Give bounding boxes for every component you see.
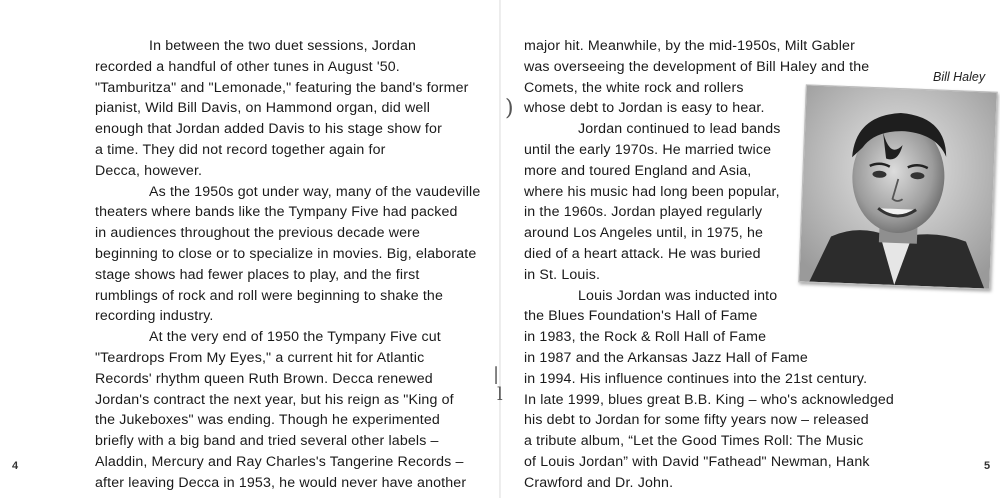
- text-line: the Blues Foundation's Hall of Fame: [524, 308, 758, 325]
- text-line: died of a heart attack. He was buried: [524, 245, 761, 262]
- margin-pen-mark: l: [497, 384, 503, 405]
- text-line: rumblings of rock and roll were beginning to shake the: [95, 287, 444, 304]
- text-line: stage shows had fewer places to play, and the first: [95, 266, 420, 283]
- text-line: Jordan continued to lead bands: [578, 121, 781, 138]
- text-line: As the 1950s got under way, many of the vaudeville: [149, 183, 481, 200]
- text-line: in 1983, the Rock & Roll Hall of Fame: [524, 329, 767, 346]
- text-line: until the early 1970s. He married twice: [524, 141, 772, 158]
- text-line: where his music had long been popular,: [524, 183, 780, 200]
- text-line: his debt to Jordan for some fifty years now – released: [524, 412, 869, 429]
- text-line: Crawford and Dr. John.: [524, 474, 674, 491]
- right-page-number: 5: [984, 460, 991, 472]
- text-line: in audiences throughout the previous decade were: [95, 225, 421, 242]
- text-line: in 1994. His influence continues into the 21st century.: [524, 370, 868, 387]
- photo-caption: Bill Haley: [933, 70, 986, 84]
- text-line: of Louis Jordan” with David "Fathead" Newman, Hank: [524, 453, 870, 470]
- text-line: Jordan's contract the next year, but his reign as "King of: [95, 391, 454, 408]
- text-line: Decca, however.: [95, 162, 203, 179]
- right-page: [500, 0, 1000, 498]
- bill-haley-photo: [798, 84, 997, 289]
- text-line: in 1987 and the Arkansas Jazz Hall of Fame: [524, 349, 808, 366]
- text-line: At the very end of 1950 the Tympany Five cut: [149, 329, 441, 346]
- text-line: theaters where bands like the Tympany Five had packed: [95, 204, 458, 221]
- text-line: more and toured England and Asia,: [524, 162, 752, 179]
- text-line: after leaving Decca in 1953, he would never have another: [95, 474, 467, 491]
- text-line: recording industry.: [95, 308, 214, 325]
- portrait-image: [799, 85, 996, 288]
- text-line: In between the two duet sessions, Jordan: [149, 38, 417, 54]
- left-page-number: 4: [12, 460, 19, 472]
- text-line: "Teardrops From My Eyes," a current hit for Atlantic: [95, 349, 425, 366]
- left-body-text: [95, 36, 485, 494]
- text-line: pianist, Wild Bill Davis, on Hammond organ, did well: [95, 100, 431, 117]
- text-line: major hit. Meanwhile, by the mid-1950s, Milt Gabler: [524, 38, 855, 54]
- text-line: the Jukeboxes" was ending. Though he experimented: [95, 412, 440, 429]
- text-line: a tribute album, “Let the Good Times Roll: The Music: [524, 433, 864, 450]
- text-line: beginning to close or to specialize in movies. Big, elaborate: [95, 245, 477, 262]
- text-line: "Tamburitza" and "Lemonade," featuring the band's former: [95, 79, 469, 96]
- text-line: around Los Angeles until, in 1975, he: [524, 225, 764, 242]
- text-line: briefly with a big band and tried several other labels –: [95, 433, 439, 450]
- text-line: Records' rhythm queen Ruth Brown. Decca renewed: [95, 370, 433, 387]
- margin-pen-mark: ): [505, 96, 514, 121]
- text-line: Aladdin, Mercury and Ray Charles's Tangerine Records –: [95, 453, 464, 470]
- margin-pen-mark: |: [493, 364, 500, 385]
- text-line: in the 1960s. Jordan played regularly: [524, 204, 763, 221]
- text-line: In late 1999, blues great B.B. King – who's acknowledged: [524, 391, 894, 408]
- text-line: recorded a handful of other tunes in August '50.: [95, 58, 400, 75]
- text-line: a time. They did not record together again for: [95, 141, 386, 158]
- text-line: whose debt to Jordan is easy to hear.: [524, 100, 765, 117]
- text-line: enough that Jordan added Davis to his stage show for: [95, 121, 442, 138]
- text-line: was overseeing the development of Bill Haley and the: [524, 58, 870, 75]
- text-line: in St. Louis.: [524, 266, 601, 283]
- text-line: Comets, the white rock and rollers: [524, 79, 744, 96]
- text-line: Louis Jordan was inducted into: [578, 287, 778, 304]
